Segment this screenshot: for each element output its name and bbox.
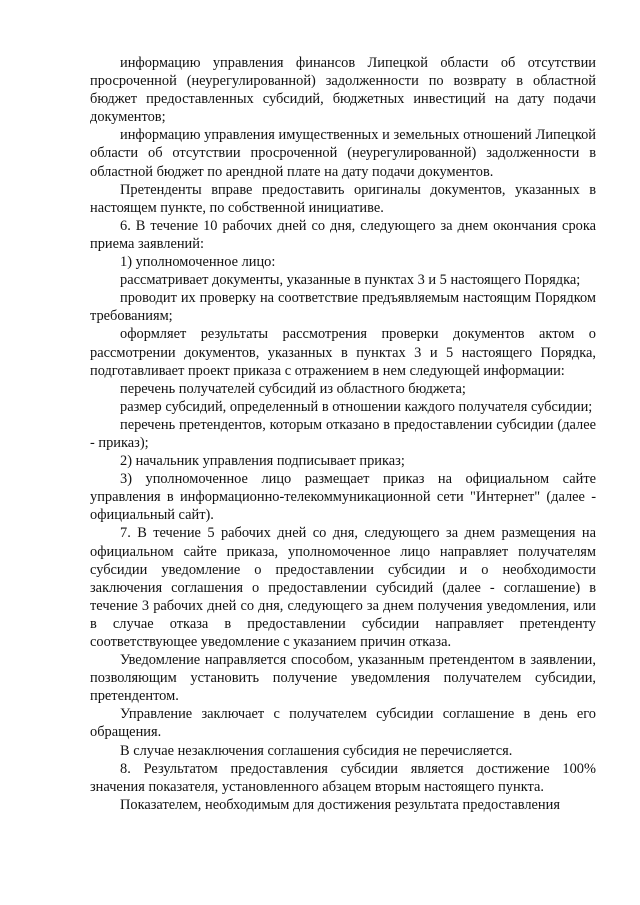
paragraph: перечень получателей субсидий из областного бюджета;	[120, 380, 466, 397]
paragraph: Уведомление направляется способом, указанным претендентом в заявлении, позволяющим установить получение уведомления получателем субсидии, претендентом.	[90, 652, 596, 705]
paragraph: 7. В течение 5 рабочих дней со дня, следующего за днем размещения на официальном сайте приказа, уполномоченное лицо направляет получателям субсидии уведомление о предоставлении субсидии и о необходимости заключения соглашения о предоставлении субсидий (далее - соглашение) в течение 3 рабочих дней со дня, следующего за днем получения уведомления, или в случае отказа в предоставлении субсидии направляет претенденту соответствующее уведомление с указанием причин отказа.	[90, 525, 596, 650]
paragraph: информацию управления финансов Липецкой области об отсутствии просроченной (неурегулированной) задолженности по возврату в областной бюджет предоставленных субсидий, бюджетных инвестиций на дату подачи документов;	[90, 55, 596, 126]
paragraph: В случае незаключения соглашения субсидия не перечисляется.	[120, 742, 513, 759]
paragraph: Показателем, необходимым для достижения результата предоставления	[120, 796, 560, 813]
paragraph: информацию управления имущественных и земельных отношений Липецкой области об отсутствии просроченной (неурегулированной) задолженности в областной бюджет по арендной плате на дату подачи документов.	[90, 127, 596, 180]
paragraph: перечень претендентов, которым отказано в предоставлении субсидии (далее - приказ);	[90, 416, 596, 451]
paragraph: 2) начальник управления подписывает приказ;	[120, 453, 405, 470]
paragraph: Управление заключает с получателем субсидии соглашение в день его обращения.	[90, 706, 596, 741]
paragraph: размер субсидий, определенный в отношении каждого получателя субсидии;	[120, 398, 593, 415]
paragraph: 3) уполномоченное лицо размещает приказ на официальном сайте управления в информационно-телекоммуникационной сети "Интернет" (далее - официальный сайт).	[90, 471, 596, 524]
paragraph: 8. Результатом предоставления субсидии является достижение 100% значения показателя, установленного абзацем вторым настоящего пункта.	[90, 760, 596, 795]
paragraph: проводит их проверку на соответствие предъявляемым настоящим Порядком требованиям;	[90, 290, 596, 325]
paragraph: 1) уполномоченное лицо:	[120, 254, 276, 271]
paragraph: 6. В течение 10 рабочих дней со дня, следующего за днем окончания срока приема заявлений:	[90, 217, 596, 252]
document-page	[90, 54, 596, 814]
paragraph: оформляет результаты рассмотрения проверки документов актом о рассмотрении документов, указанных в пунктах 3 и 5 настоящего Порядка, подготавливает проект приказа с отражением в нем следующей информации:	[90, 326, 596, 379]
paragraph: рассматривает документы, указанные в пунктах 3 и 5 настоящего Порядка;	[120, 272, 581, 289]
paragraph: Претенденты вправе предоставить оригиналы документов, указанных в настоящем пункте, по собственной инициативе.	[90, 181, 596, 216]
